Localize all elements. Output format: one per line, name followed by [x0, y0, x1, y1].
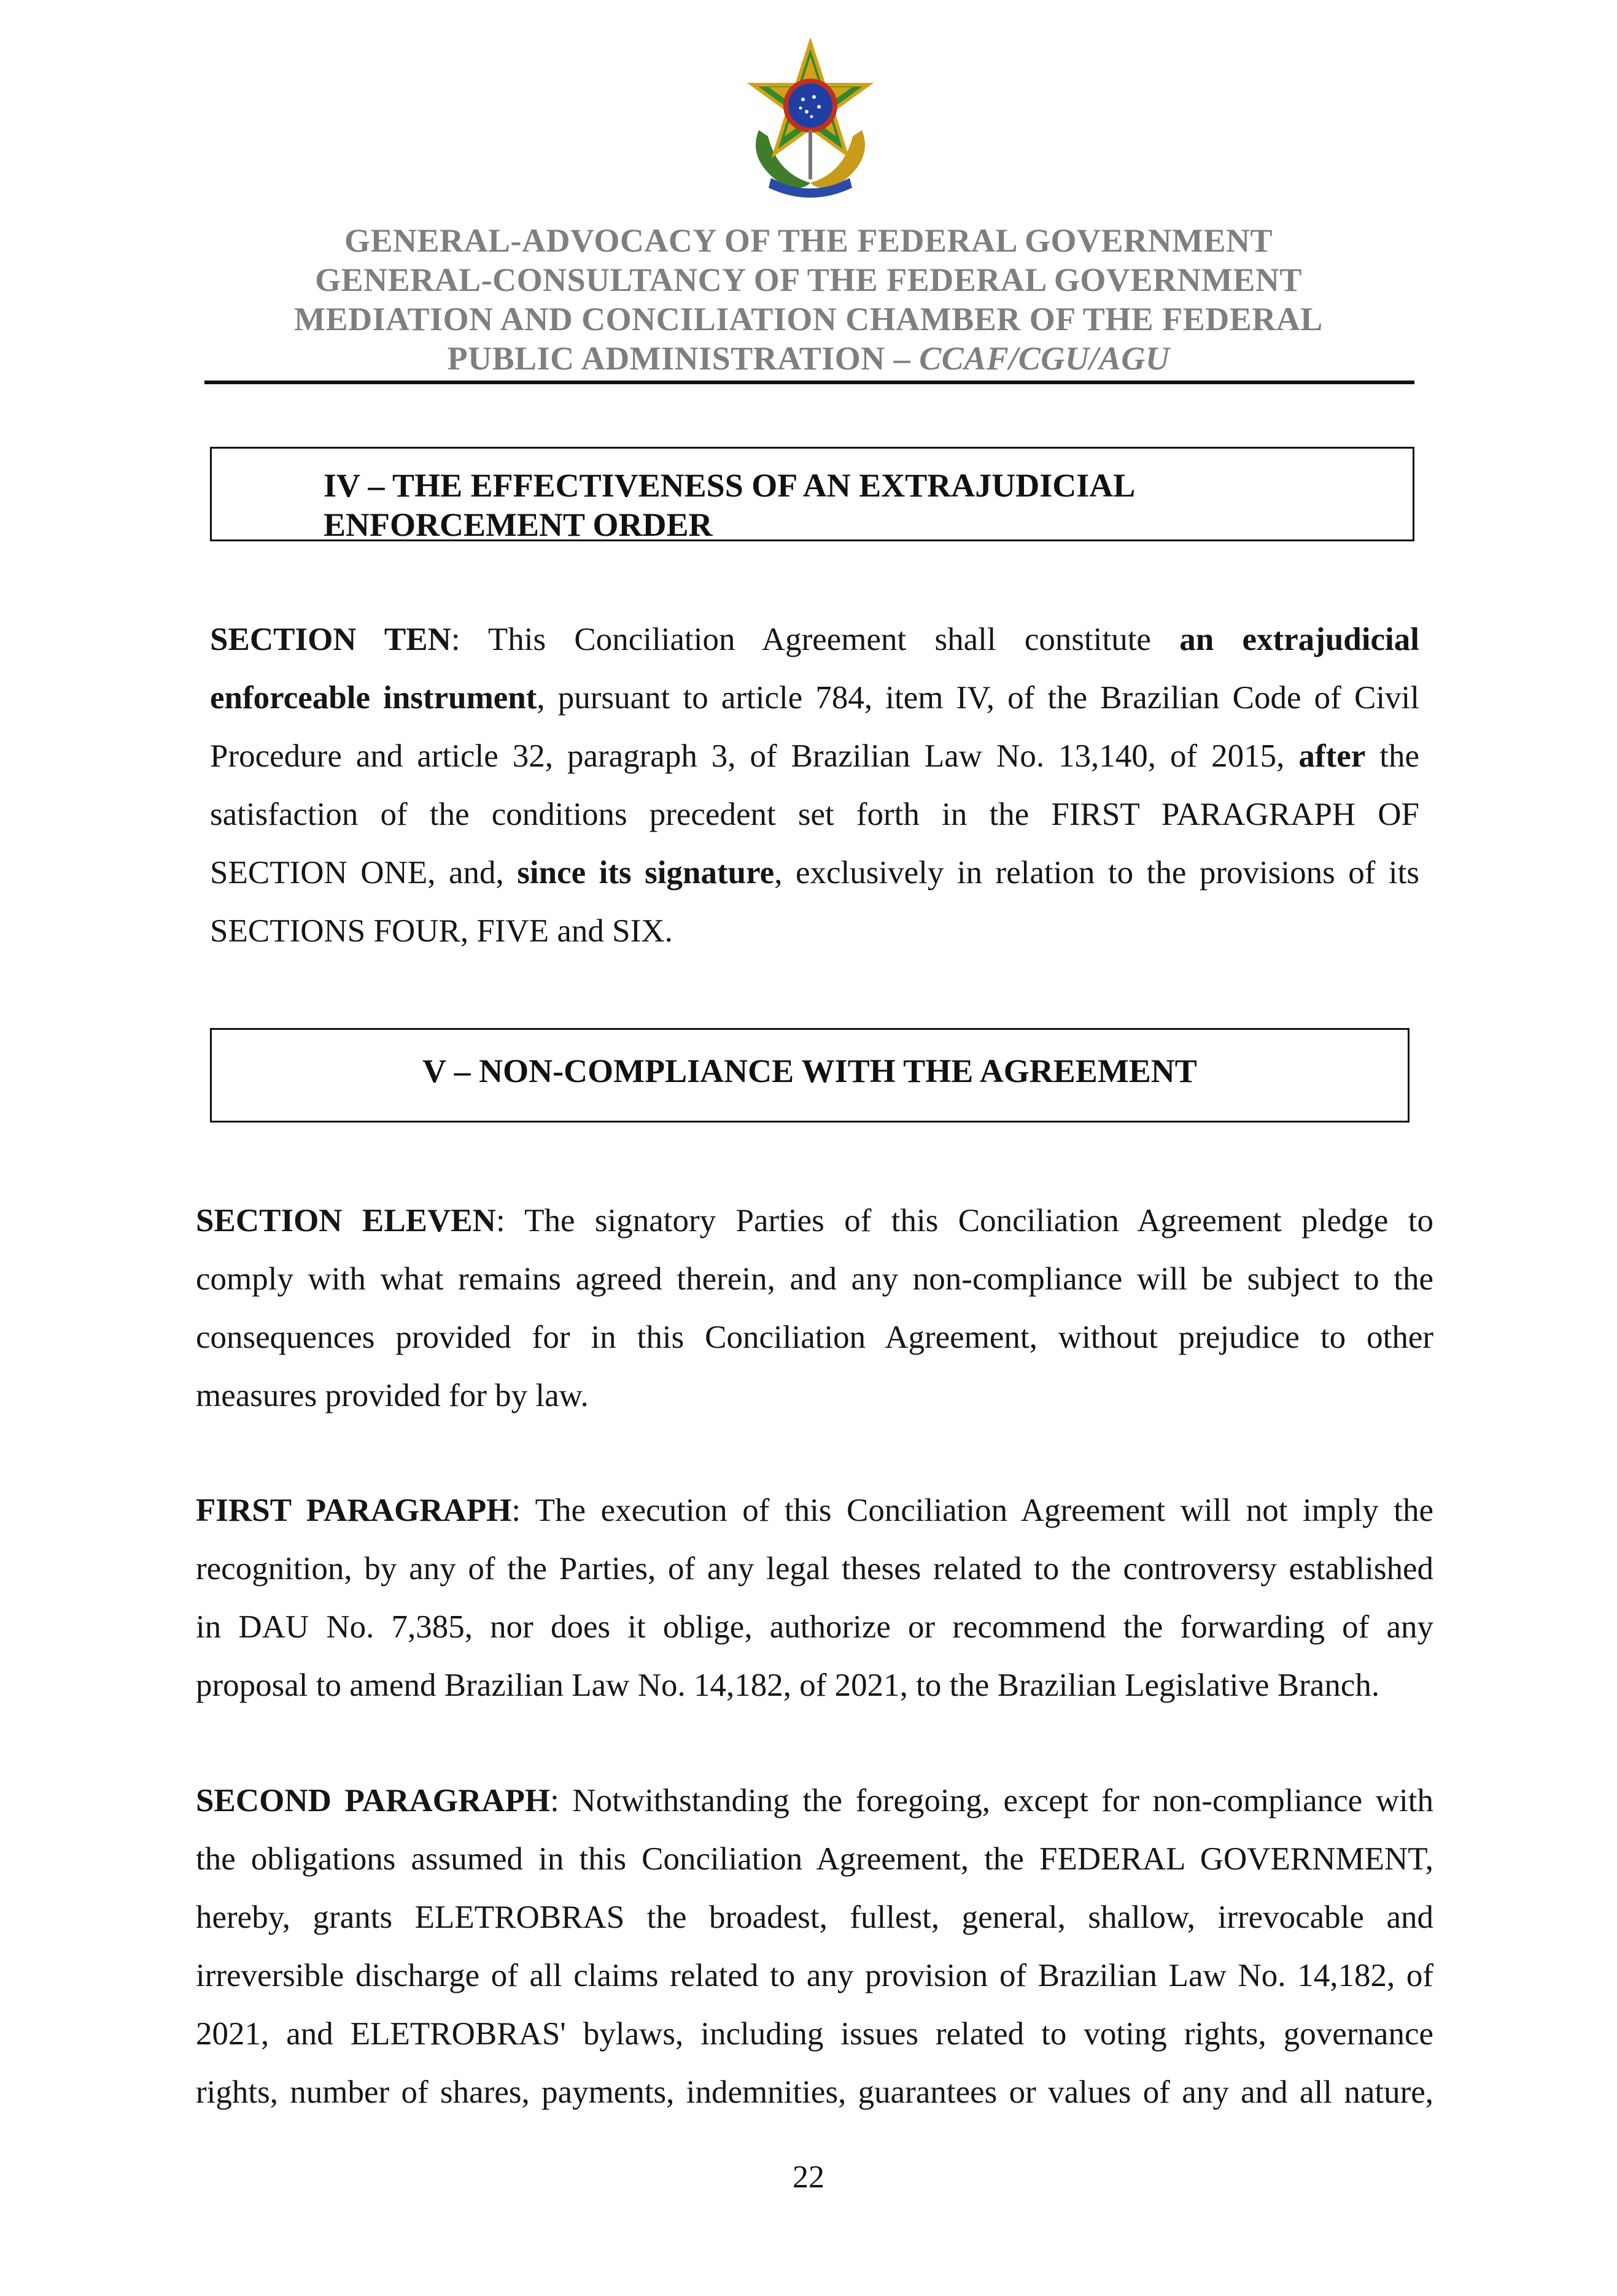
second-paragraph [196, 1772, 1433, 2122]
first-paragraph [196, 1482, 1433, 1715]
bold-run: an extrajudicial [1179, 622, 1419, 657]
section-iv-title-line-2: ENFORCEMENT ORDER [324, 506, 713, 543]
section-iv-heading-box [210, 447, 1414, 541]
text-run: Procedure and article 32, paragraph 3, of Brazilian Law No. 13,140, of 2015, [210, 738, 1299, 774]
text-line: consequences provided for in this Conciliation Agreement, without prejudice to other [196, 1320, 1433, 1355]
text-line: satisfaction of the conditions precedent set forth in the FIRST PARAGRAPH OF [210, 797, 1419, 832]
second-paragraph-label: SECOND PARAGRAPH [196, 1783, 551, 1819]
text-line: proposal to amend Brazilian Law No. 14,182, of 2021, to the Brazilian Legislative Branch. [196, 1668, 1380, 1703]
text-line: 2021, and ELETROBRAS' bylaws, including issues related to voting rights, governance [196, 2016, 1433, 2052]
text-run: , pursuant to article 784, item IV, of the Brazilian Code of Civil [537, 680, 1419, 716]
header-line-2: GENERAL-CONSULTANCY OF THE FEDERAL GOVERNMENT [315, 261, 1302, 298]
section-ten-label: SECTION TEN [210, 622, 451, 657]
header-line-4-text: PUBLIC ADMINISTRATION – [447, 340, 920, 377]
bold-run: after [1298, 738, 1366, 774]
text-line [210, 611, 1419, 669]
header-line-4 [184, 339, 1433, 378]
text-run: : The signatory Parties of this Conciliation Agreement pledge to [495, 1203, 1433, 1239]
text-line [210, 844, 1419, 902]
text-line [210, 669, 1419, 727]
section-v-heading-box [210, 1028, 1410, 1123]
section-iv-title-line-1: IV – THE EFFECTIVENESS OF AN EXTRAJUDICIAL [324, 467, 1136, 504]
text-run: : The execution of this Conciliation Agreement will not imply the [511, 1493, 1433, 1528]
header-line-1: GENERAL-ADVOCACY OF THE FEDERAL GOVERNMENT [344, 222, 1273, 259]
header-acronym: CCAF/CGU/AGU [919, 340, 1170, 377]
bold-run: enforceable instrument [210, 680, 537, 716]
text-run: : This Conciliation Agreement shall constitute [451, 622, 1180, 657]
text-line: hereby, grants ELETROBRAS the broadest, fullest, general, shallow, irrevocable and [196, 1900, 1433, 1935]
text-run: , exclusively in relation to the provisions of its [774, 855, 1419, 891]
first-paragraph-label: FIRST PARAGRAPH [196, 1493, 512, 1528]
section-iv-title [324, 466, 1135, 544]
text-run: SECTION ONE, and, [210, 855, 518, 891]
header-divider [204, 381, 1414, 384]
text-line: rights, number of shares, payments, indemnities, guarantees or values of any and all nature, [196, 2074, 1433, 2110]
section-v-title: V – NON-COMPLIANCE WITH THE AGREEMENT [422, 1053, 1197, 1089]
text-line [210, 727, 1419, 786]
text-line [196, 1772, 1433, 1830]
header-line-3: MEDIATION AND CONCILIATION CHAMBER OF THE FEDERAL [294, 301, 1323, 338]
text-run: the [1365, 738, 1419, 774]
section-eleven-label: SECTION ELEVEN [196, 1203, 496, 1239]
text-line: irreversible discharge of all claims related to any provision of Brazilian Law No. 14,182, of [196, 1958, 1433, 1993]
text-line: SECTIONS FOUR, FIVE and SIX. [210, 913, 673, 949]
text-line [196, 1192, 1433, 1250]
section-ten-paragraph [210, 611, 1419, 961]
text-line [196, 1482, 1433, 1540]
page-number: 22 [793, 2160, 824, 2195]
text-line: recognition, by any of the Parties, of any legal theses related to the controversy established [196, 1551, 1433, 1587]
document-header [184, 221, 1433, 378]
coat-of-arms-emblem [734, 38, 886, 201]
text-line: measures provided for by law. [196, 1378, 589, 1413]
section-eleven-paragraph [196, 1192, 1433, 1425]
bold-run: since its signature [517, 855, 775, 891]
text-line: in DAU No. 7,385, nor does it oblige, authorize or recommend the forwarding of any [196, 1609, 1433, 1645]
text-line: the obligations assumed in this Conciliation Agreement, the FEDERAL GOVERNMENT, [196, 1841, 1433, 1877]
text-run: : Notwithstanding the foregoing, except for non-compliance with [550, 1783, 1433, 1819]
text-line: comply with what remains agreed therein, and any non-compliance will be subject to the [196, 1261, 1433, 1297]
